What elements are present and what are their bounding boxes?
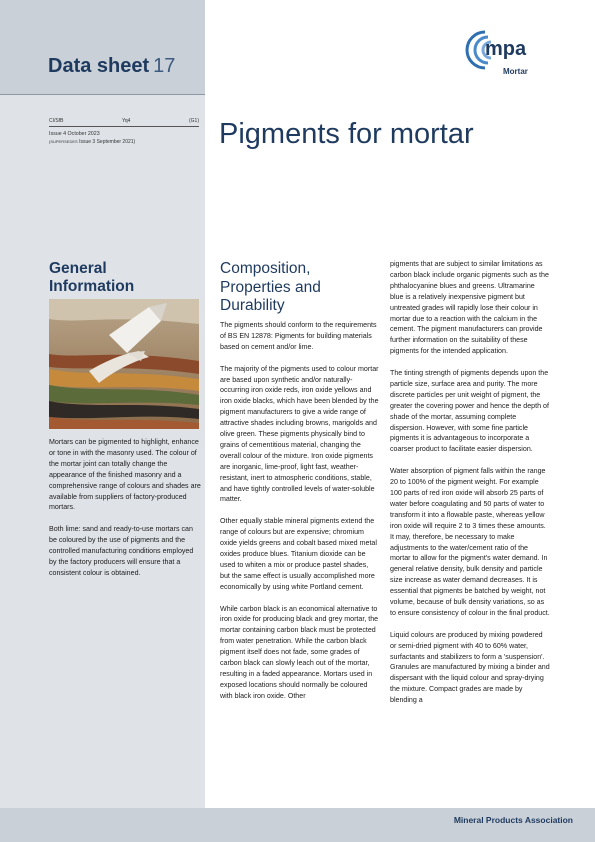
mpa-logo xyxy=(463,26,573,86)
data-sheet-heading xyxy=(48,55,175,78)
body-paragraph: pigments that are subject to similar limitations as carbon black include organic pigments such as the phthalocyanine blues and greens. Ultramarine blue is a relatively inexpensive pigment but untreated grades will rapidly lose their colour in mortar due to a reaction with the calcium in the cement. The pigment manufacturers can provide further information on the suitability of these pigments for the intended application. xyxy=(390,260,549,356)
header-band xyxy=(0,0,205,95)
supersedes-line: (SUPERSEDES Issue 3 September 2021) xyxy=(49,139,136,145)
code-g1: (G1) xyxy=(188,118,199,124)
composition-heading: Composition, Properties and Durability xyxy=(220,260,321,314)
document-codes xyxy=(49,118,199,145)
general-paragraph: Mortars can be pigmented to highlight, enhance or tone in with the masonry used. The colour of the mortar joint can totally change the appearance of the finished masonry and a comprehensive range of colours and shades are available from suppliers of factory-produced mortars. xyxy=(49,438,201,512)
page-title: Pigments for mortar xyxy=(219,118,474,150)
body-paragraph: Water absorption of pigment falls within the range 20 to 100% of the pigment weight. For example 100 parts of red iron oxide will absorb 25 parts of water before coagulating and 50 parts of water to transform it into a flowable paste, whereas yellow iron oxide will require 2 to 3 times these amounts. It may, therefore, be necessary to make adjustments to the water/cement ratio of the mortar to allow for the pigment's water demand. In general relative density, bulk density and particle size increase as water demand decreases. It is essential that pigments be batched by weight, not volume, because of bulk density variations, so as to ensure consistency of colour in the final product. xyxy=(390,467,550,617)
general-paragraph: Both lime: sand and ready-to-use mortars can be coloured by the use of pigments and the controlled manufacturing conditions employed by the factory producers will ensure that a consistent colour is obtained. xyxy=(49,525,194,577)
mortar-pouring-photo xyxy=(49,299,199,429)
body-paragraph: Liquid colours are produced by mixing powdered or semi-dried pigment with 40 to 60% water, surfactants and stabilizers to form a 'suspension'. Granules are manufactured by mixing a binder and dispersant with the liquid colour and spray-drying the mixture. Compact grades are made by blending a xyxy=(390,630,550,705)
logo-sub: Mortar xyxy=(503,67,528,76)
issue-line: Issue 4 October 2023 xyxy=(49,131,100,137)
general-information-text xyxy=(49,437,201,589)
general-information-heading: General Information xyxy=(49,260,135,295)
body-column-middle xyxy=(220,320,380,713)
body-column-right xyxy=(390,259,550,717)
body-paragraph: While carbon black is an economical alternative to iron oxide for producing black and grey mortar, the mortar containing carbon black must be protected from water penetration. While the carbon black pigment itself does not fade, some grades of carbon black can slowly leach out of the mortar, resulting in a faded appearance. Mortars used in exposed locations should normally be coloured with black iron oxide. Other xyxy=(220,604,379,700)
data-sheet-number: 17 xyxy=(153,55,176,77)
body-paragraph: The majority of the pigments used to colour mortar are based upon synthetic and/or naturally-occurring iron oxide reds, iron oxide yellows and iron oxide blacks, which have been blended by the pigment manufacturers to give a wide range of attractive shades including browns, marigolds and olive green. These pigments physically bind to grains of cementitious material, changing the overall colour of the mixture. Iron oxide pigments are inorganic, lime-proof, light fast, weather-resistant, inert to atmospheric conditions, stable, and have tightly controlled levels of water-soluble matter. xyxy=(220,364,379,504)
logo-brand: mpa xyxy=(485,38,527,60)
body-paragraph: The tinting strength of pigments depends upon the particle size, surface area and purity. The more discrete particles per unit weight of pigment, the greater the covering power and hence the depth of shade of the mortar, assuming complete dispersion. However, with some fine particle pigments it is advantageous to incorporate a coarser product to facilitate easier dispersion. xyxy=(390,369,549,454)
data-sheet-label: Data sheet xyxy=(48,55,150,77)
body-paragraph: Other equally stable mineral pigments extend the range of colours but are expensive; chromium oxide yields greens and cobalt based mixed metal oxides produce blues. Titanium dioxide can be used to whiten a mix or produce pastel shades, but the same effect is usually accomplished more economically by using white Portland cement. xyxy=(220,517,377,591)
classification-row xyxy=(49,118,199,127)
code-yq4: Yq4 xyxy=(122,118,131,124)
header-rule xyxy=(0,94,205,95)
code-cisfb: CI/SfB xyxy=(49,118,64,124)
body-paragraph: The pigments should conform to the requirements of BS EN 12878: Pigments for building materials based on cement and/or lime. xyxy=(220,321,377,351)
footer-association: Mineral Products Association xyxy=(453,815,573,825)
footer-band xyxy=(0,808,595,842)
